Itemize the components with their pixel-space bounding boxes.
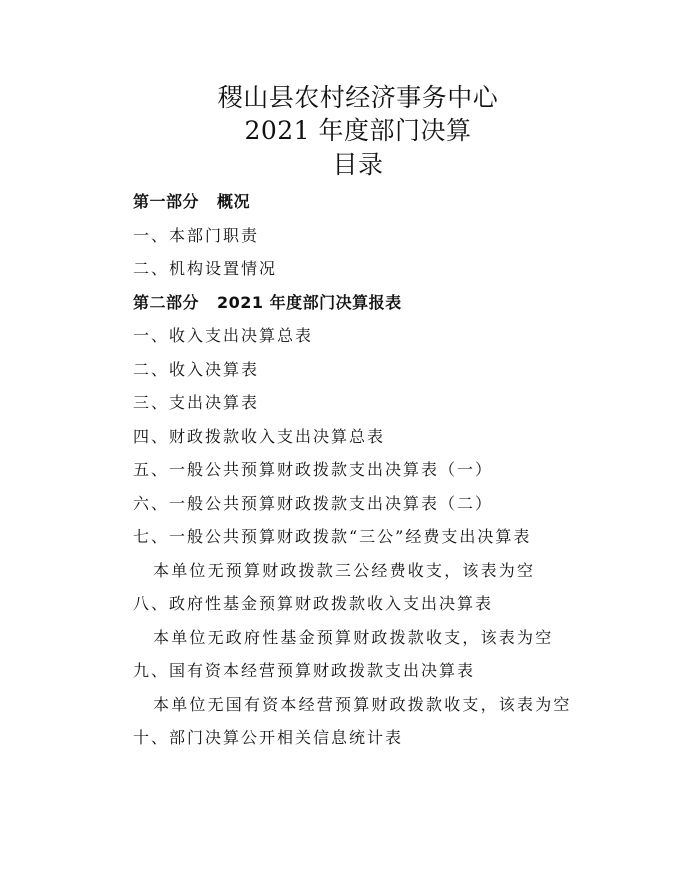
toc-item[interactable]: 二、机构设置情况: [133, 259, 278, 278]
toc-item[interactable]: 三、支出决算表: [133, 393, 260, 412]
toc-item[interactable]: 八、政府性基金预算财政拨款收入支出决算表: [133, 594, 494, 613]
toc-part-2-label: 2021 年度部门决算报表: [217, 292, 402, 312]
toc-item[interactable]: 二、收入决算表: [133, 359, 260, 379]
toc-empty-table-note: 本单位无政府性基金预算财政拨款收支，该表为空: [153, 627, 554, 647]
toc-part-2-heading[interactable]: [133, 286, 653, 320]
document-title-org: 稷山县农村经济事务中心: [217, 83, 499, 112]
toc-part-1-number: 第一部分: [133, 192, 200, 211]
toc-item[interactable]: 六、一般公共预算财政拨款支出决算表（二）: [133, 493, 494, 513]
toc-item[interactable]: 一、收入支出决算总表: [133, 326, 314, 345]
document-title-year: 2021 年度部门决算: [244, 116, 472, 145]
toc-empty-table-note: 本单位无国有资本经营预算财政拨款收支，该表为空: [153, 694, 572, 714]
toc-part-1-label: 概况: [217, 192, 251, 211]
toc-item[interactable]: 十、部门决算公开相关信息统计表: [133, 728, 404, 747]
toc-item[interactable]: 四、财政拨款收入支出决算总表: [133, 426, 386, 446]
toc-part-2-number: 第二部分: [133, 292, 200, 312]
document-title-contents: 目录: [332, 150, 384, 179]
table-of-contents: [133, 185, 653, 755]
toc-part-1-heading[interactable]: [133, 185, 653, 219]
toc-item[interactable]: 七、一般公共预算财政拨款“三公”经费支出决算表: [133, 527, 532, 546]
toc-item[interactable]: 九、国有资本经营预算财政拨款支出决算表: [133, 661, 476, 680]
toc-item[interactable]: 一、本部门职责: [133, 225, 260, 245]
toc-item[interactable]: 五、一般公共预算财政拨款支出决算表（一）: [133, 460, 494, 479]
toc-empty-table-note: 本单位无预算财政拨款三公经费收支，该表为空: [153, 560, 536, 580]
